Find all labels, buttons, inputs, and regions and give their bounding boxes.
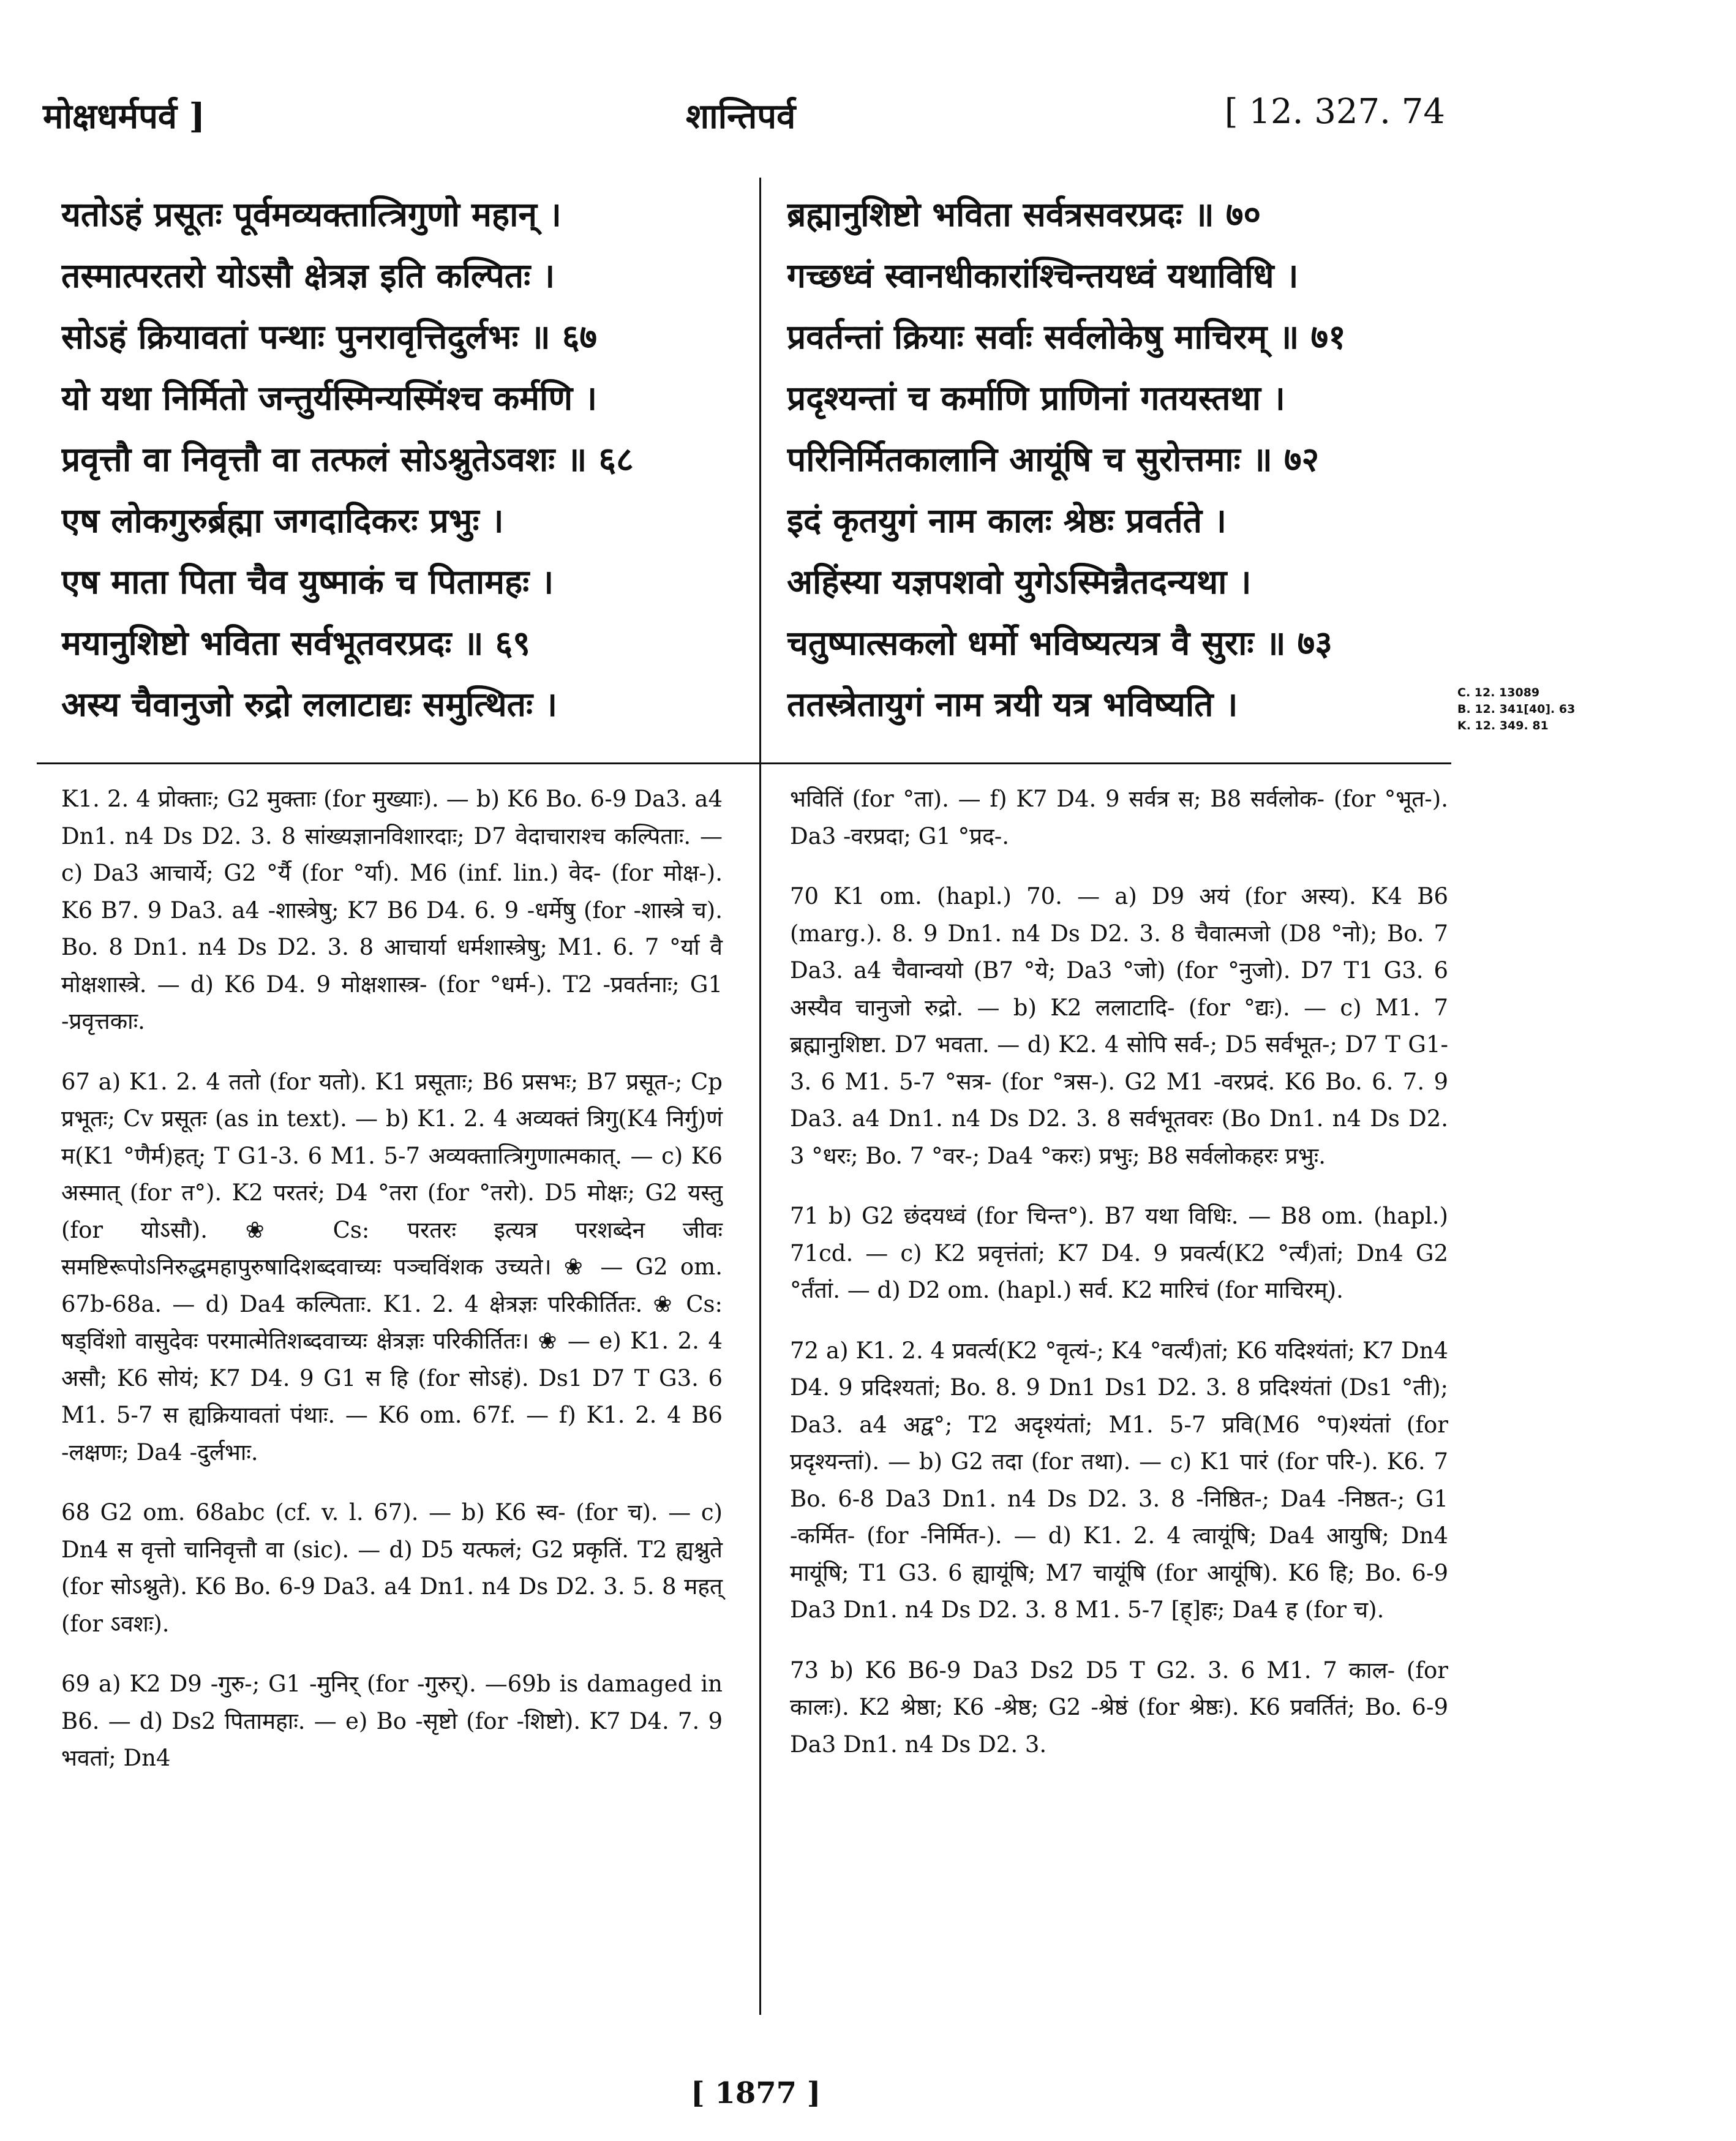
verse-line: तस्मात्परतरो योऽसौ क्षेत्रज्ञ इति कल्पितः ।	[61, 255, 555, 295]
apparatus-note: 73 b) K6 B6-9 Da3 Ds2 D5 T G2. 3. 6 M1. 7 काल- (for कालः). K2 श्रेष्ठा; K6 -श्रेष्ठ; G2 -श्रेष्ठं (for श्रेष्ठः). K6 प्रवर्तितं; Bo. 6-9 Da3 Dn1. n4 Ds D2. 3.	[790, 1657, 1448, 1758]
verse-line: यतोऽहं प्रसूतः पूर्वमव्यक्तात्त्रिगुणो महान् ।	[61, 194, 562, 234]
apparatus-note: K1. 2. 4 प्रोक्ताः; G2 मुक्ताः (for मुख्याः). — b) K6 Bo. 6-9 Da3. a4 Dn1. n4 Ds D2. 3. 8 सांख्यज्ञानविशारदाः; D7 वेदाचाराश्च कल्पिताः. — c) Da3 आचार्ये; G2 °र्यै (for °र्या). M6 (inf. lin.) वेद- (for मोक्ष-). K6 B7. 9 Da3. a4 -शास्त्रेषु; K7 B6 D4. 6. 9 -धर्मेषु (for -शास्त्रे च). Bo. 8 Dn1. n4 Ds D2. 3. 8 आचार्या धर्मशास्त्रेषु; M1. 6. 7 °र्या वै मोक्षशास्त्रे. — d) K6 D4. 9 मोक्षशास्त्र- (for °धर्म-). T2 -प्रवर्तनाः; G1 -प्रवृत्तकाः.	[61, 786, 723, 1034]
header-section-title: मोक्षधर्मपर्व ]	[43, 96, 206, 137]
apparatus-note: 71 b) G2 छंदयध्वं (for चिन्त°). B7 यथा विधिः. — B8 om. (hapl.) 71cd. — c) K2 प्रवृत्तंतां; K7 D4. 9 प्रवर्त्य(K2 °र्त्यं)तां; Dn4 G2 °र्तंतां. — d) D2 om. (hapl.) सर्व. K2 मारिचं (for माचिरम्).	[790, 1203, 1448, 1303]
verse-line: ब्रह्मानुशिष्टो भविता सर्वत्रसवरप्रदः ॥ ७०	[787, 194, 1261, 234]
apparatus-note: भवितिं (for °ता). — f) K7 D4. 9 सर्वत्र स; B8 सर्वलोक- (for °भूत-). Da3 -वरप्रदा; G1 °प्रद-.	[790, 786, 1448, 849]
apparatus-note: 68 G2 om. 68abc (cf. v. l. 67). — b) K6 स्व- (for च). — c) Dn4 स वृत्तो चानिवृत्तौ वा (sic). — d) D5 यत्फलं; G2 प्रकृतिं. T2 ह्यश्नुते (for सोऽश्नुते). K6 Bo. 6-9 Da3. a4 Dn1. n4 Ds D2. 3. 5. 8 महत् (for ऽवशः).	[61, 1499, 723, 1637]
concordance-line: C. 12. 13089	[1457, 686, 1540, 699]
verse-column-right	[787, 184, 1454, 735]
column-divider	[759, 178, 761, 2015]
apparatus-column-left	[61, 781, 723, 1800]
verse-line: एष लोकगुरुर्ब्रह्मा जगदादिकरः प्रभुः ।	[61, 500, 504, 540]
concordance-line: K. 12. 349. 81	[1457, 719, 1549, 732]
verse-line: ततस्त्रेतायुगं नाम त्रयी यत्र भविष्यति ।	[787, 684, 1238, 724]
horizontal-divider	[37, 762, 1451, 764]
verse-line: सोऽहं क्रियावतां पन्थाः पुनरावृत्तिदुर्लभः ॥ ६७	[61, 317, 598, 356]
apparatus-note: 70 K1 om. (hapl.) 70. — a) D9 अयं (for अस्य). K4 B6 (marg.). 8. 9 Dn1. n4 Ds D2. 3. 8 चैवात्मजो (D8 °नो); Bo. 7 Da3. a4 चैवान्वयो (B7 °ये; Da3 °जो) (for °नुजो). D7 T1 G3. 6 अस्यैव चानुजो रुद्रो. — b) K2 ललाटादि- (for °द्यः). — c) M1. 7 ब्रह्मानुशिष्टा. D7 भवता. — d) K2. 4 सोपि सर्व-; D5 सर्वभूत-; D7 T G1-3. 6 M1. 5-7 °सत्र- (for °त्रस-). G2 M1 -वरप्रदं. K6 Bo. 6. 7. 9 Da3. a4 Dn1. n4 Ds D2. 3. 8 सर्वभूतवरः (Bo Dn1. n4 Ds D2. 3 °धरः; Bo. 7 °वर-; Da4 °करः) प्रभुः; B8 सर्वलोकहरः प्रभुः.	[790, 883, 1448, 1169]
verse-line: चतुष्पात्सकलो धर्मो भविष्यत्यत्र वै सुराः ॥ ७३	[787, 623, 1332, 663]
header-book-title: शान्तिपर्व	[686, 96, 796, 137]
marginal-concordance	[1457, 685, 1575, 734]
header-reference: [ 12. 327. 74	[1224, 92, 1445, 132]
verse-line: परिनिर्मितकालानि आयूंषि च सुरोत्तमाः ॥ ७२	[787, 439, 1320, 479]
verse-line: अस्य चैवानुजो रुद्रो ललाटाद्यः समुत्थितः ।	[61, 684, 558, 724]
page-number: [ 1877 ]	[691, 2076, 821, 2110]
apparatus-note: 67 a) K1. 2. 4 ततो (for यतो). K1 प्रसूताः; B6 प्रसभः; B7 प्रसूत-; Cp प्रभूतः; Cv प्रसूतः (as in text). — b) K1. 2. 4 अव्यक्तं त्रिगु(K4 निर्गु)णं म(K1 °णैर्म)हत्; T G1-3. 6 M1. 5-7 अव्यक्तात्त्रिगुणात्मकात्. — c) K6 अस्मात् (for त°). K2 परतरं; D4 °तरा (for °तरो). D5 मोक्षः; G2 यस्तु (for योऽसौ). ❀ Cs: परतरः इत्यत्र परशब्देन जीवः समष्टिरूपोऽनिरुद्धमहापुरुषादिशब्दवाच्यः पञ्चविंशक उच्यते। ❀ — G2 om. 67b-68a. — d) Da4 कल्पिताः. K1. 2. 4 क्षेत्रज्ञः परिकीर्तितः. ❀ Cs: षड्विंशो वासुदेवः परमात्मेतिशब्दवाच्यः क्षेत्रज्ञः परिकीर्तितः। ❀ — e) K1. 2. 4 असौ; K6 सोयं; K7 D4. 9 G1 स हि (for सोऽहं). Ds1 D7 T G3. 6 M1. 5-7 स ह्यक्रियावतां पंथाः. — K6 om. 67f. — f) K1. 2. 4 B6 -लक्षणः; Da4 -दुर्लभाः.	[61, 1068, 723, 1466]
apparatus-note: 72 a) K1. 2. 4 प्रवर्त्य(K2 °वृत्यं-; K4 °वर्त्यं)तां; K6 यदिश्यंतां; K7 Dn4 D4. 9 प्रदिश्यतां; Bo. 8. 9 Dn1 Ds1 D2. 3. 8 प्रदिश्यंतां (Ds1 °ती); Da3. a4 अद्व°; T2 अदृश्यंतां; M1. 5-7 प्रवि(M6 °प)श्यंतां (for प्रदृश्यन्तां). — b) G2 तदा (for तथा). — c) K1 पारं (for परि-). K6. 7 Bo. 6-8 Da3 Dn1. n4 Ds D2. 3. 8 -निष्ठित-; Da4 -निष्ठत-; G1 -कर्मित- (for -निर्मित-). — d) K1. 2. 4 त्वायूंषि; Da4 आयुषि; Dn4 मायूंषि; T1 G3. 6 ह्यायूंषि; M7 चायूंषि (for आयूंषि). K6 हि; Bo. 6-9 Da3 Dn1. n4 Ds D2. 3. 8 M1. 5-7 [ह्]हः; Da4 ह (for च).	[790, 1337, 1448, 1623]
verse-line: मयानुशिष्टो भविता सर्वभूतवरप्रदः ॥ ६९	[61, 623, 530, 663]
verse-line: एष माता पिता चैव युष्माकं च पितामहः ।	[61, 562, 554, 601]
verse-line: अहिंस्या यज्ञपशवो युगेऽस्मिन्नैतदन्यथा ।	[787, 562, 1252, 601]
verse-line: इदं कृतयुगं नाम कालः श्रेष्ठः प्रवर्तते ।	[787, 500, 1227, 540]
verse-line: प्रवर्तन्तां क्रियाः सर्वाः सर्वलोकेषु माचिरम् ॥ ७१	[787, 317, 1346, 356]
verse-line: प्रदृश्यन्तां च कर्माणि प्राणिनां गतयस्तथा ।	[787, 378, 1285, 418]
apparatus-note: 69 a) K2 D9 -गुरु-; G1 -मुनिर् (for -गुरुर्). —69b is damaged in B6. — d) Ds2 पितामहाः. — e) Bo -सृष्टो (for -शिष्टो). K7 D4. 7. 9 भवतां; Dn4	[61, 1671, 723, 1771]
page-header	[43, 92, 1445, 147]
concordance-line: B. 12. 341[40]. 63	[1457, 702, 1576, 716]
verse-line: गच्छध्वं स्वानधीकारांश्चिन्तयध्वं यथाविधि ।	[787, 255, 1299, 295]
verse-line: यो यथा निर्मितो जन्तुर्यस्मिन्यस्मिंश्च कर्मणि ।	[61, 378, 598, 418]
verse-line: प्रवृत्तौ वा निवृत्तौ वा तत्फलं सोऽश्नुतेऽवशः ॥ ६८	[61, 439, 634, 479]
apparatus-column-right	[790, 781, 1448, 1786]
verse-column-left	[61, 184, 759, 735]
